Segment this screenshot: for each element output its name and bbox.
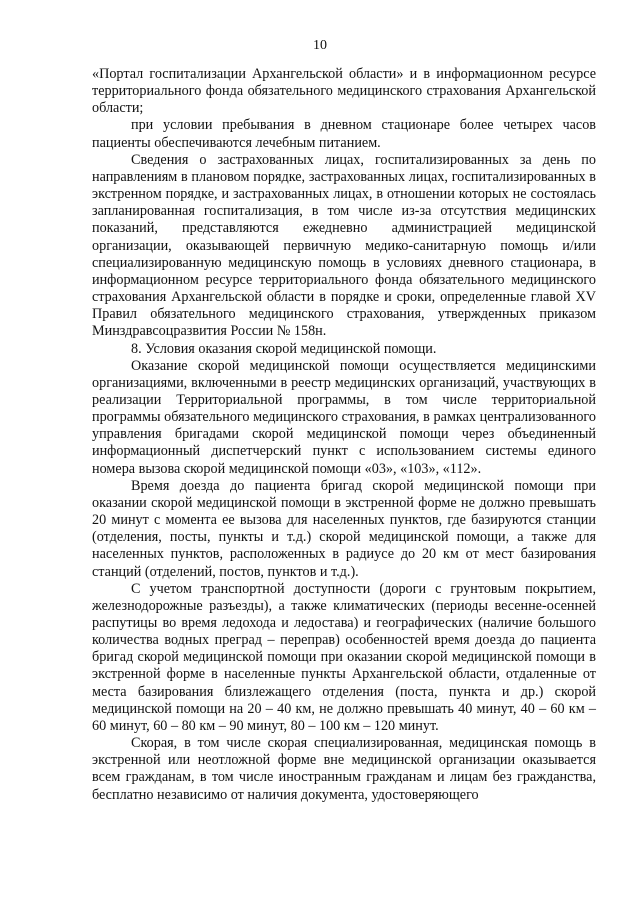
- page-number: 10: [313, 38, 327, 53]
- section-heading: 8. Условия оказания скорой медицинской помощи.: [131, 340, 437, 357]
- document-body: [92, 66, 596, 804]
- paragraph: Скорая, в том числе скорая специализированная, медицинская помощь в экстренной или неотложной форме вне медицинской организации оказывается всем гражданам, в том числе иностранным гражданам и лицам без гражданства, бесплатно независимо от наличия документа, удостоверяющего: [92, 735, 596, 803]
- paragraph: «Портал госпитализации Архангельской области» и в информационном ресурсе территориального фонда обязательного медицинского страхования Архангельской области;: [92, 66, 596, 117]
- paragraph: Сведения о застрахованных лицах, госпитализированных за день по направлениям в плановом порядке, застрахованных лицах, госпитализированных в экстренном порядке, и застрахованных лицах, в отношении которых не состоялась запланированная госпитализация, в том числе из-за отсутствия медицинских показаний, представляются ежедневно администрацией медицинской организации, оказывающей первичную медико-санитарную помощь и/или специализированную медицинскую помощь в условиях дневного стационара, в информационном ресурсе территориального фонда обязательного медицинского страхования Архангельской области в порядке и сроки, определенные главой XV Правил обязательного медицинского страхования, утвержденных приказом Минздравсоцразвития России № 158н.: [92, 151, 596, 340]
- paragraph: Оказание скорой медицинской помощи осуществляется медицинскими организациями, включенными в реестр медицинских организаций, участвующих в реализации Территориальной программы, в том числе территориальной программы обязательного медицинского страхования, в рамках централизованного управления бригадами скорой медицинской помощи через объединенный информационный диспетчерский пункт с использованием системы единого номера вызова скорой медицинской помощи «03», «103», «112».: [92, 357, 596, 477]
- paragraph: С учетом транспортной доступности (дороги с грунтовым покрытием, железнодорожные разъезды), а также климатических (периоды весенне-осенней распутицы во время ледохода и ледостава) и географических (наличие большого количества водных преград – переправ) особенностей время доезда до пациента бригад скорой медицинской помощи при оказании скорой медицинской помощи в экстренной форме в населенные пункты Архангельской области, отдаленные от места базирования близлежащего отделения (поста, пункта и др.) скорой медицинской помощи на 20 – 40 км, не должно превышать 40 минут, 40 – 60 км – 60 минут, 60 – 80 км – 90 минут, 80 – 100 км – 120 минут.: [92, 580, 596, 734]
- paragraph: Время доезда до пациента бригад скорой медицинской помощи при оказании скорой медицинской помощи в экстренной форме не должно превышать 20 минут с момента ее вызова для населенных пунктов, где базируются станции (отделения, посты, пункты и т.д.) скорой медицинской помощи, а также для населенных пунктов, расположенных в радиусе до 20 км от мест базирования станций (отделений, постов, пунктов и т.д.).: [92, 477, 596, 580]
- paragraph: при условии пребывания в дневном стационаре более четырех часов пациенты обеспечиваются лечебным питанием.: [92, 117, 596, 151]
